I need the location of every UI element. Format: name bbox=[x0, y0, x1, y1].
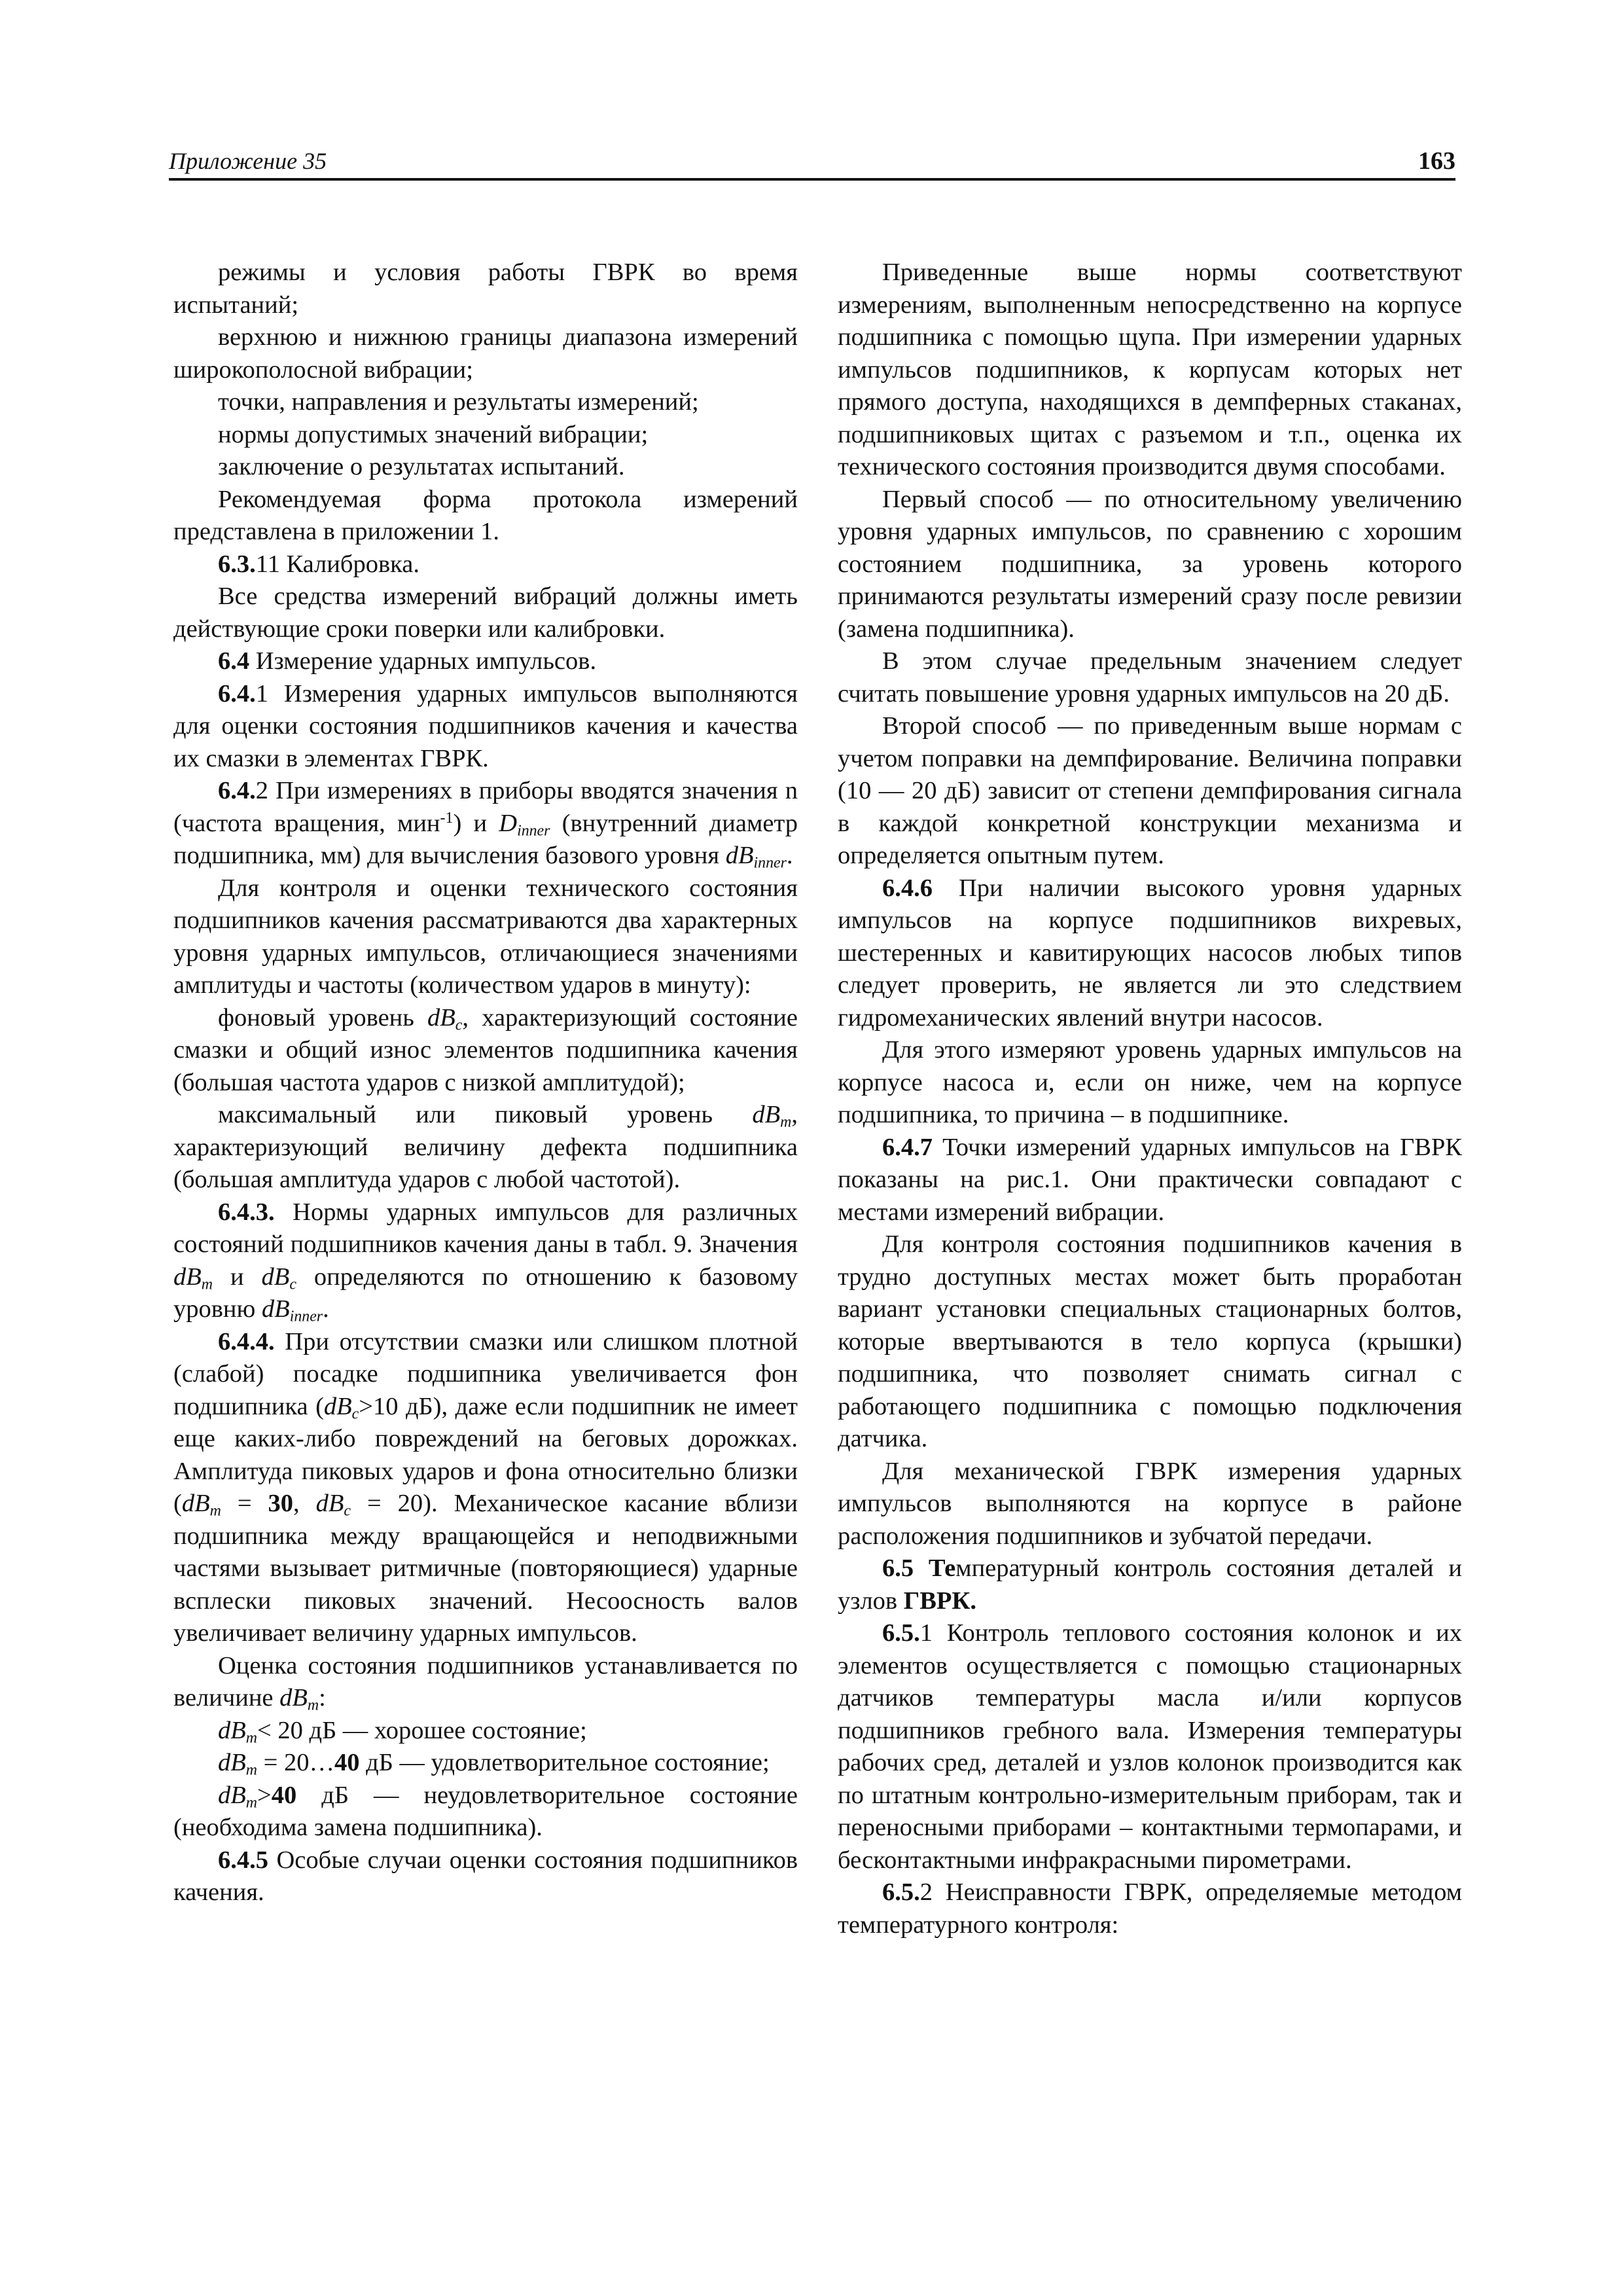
paragraph: Оценка состояния подшипников устанавливается по величине $dB_m$: bbox=[173, 1651, 798, 1714]
section-number: 6.4.7 bbox=[882, 1133, 933, 1161]
paragraph: Первый способ — по относительному увеличению уровня ударных импульсов, по сравнению с хорошим состоянием подшипника, за уровень которого принимаются результаты измерений сразу после ревизии (замена подшипника). bbox=[838, 485, 1462, 643]
section-number: 6.4.4. bbox=[218, 1327, 275, 1355]
section-heading: 6.5 Температурный контроль состояния деталей и узлов ГВРК. bbox=[838, 1554, 1462, 1615]
section-number: 6.4 bbox=[218, 647, 250, 675]
page-number: 163 bbox=[1418, 147, 1455, 175]
paragraph: заключение о результатах испытаний. bbox=[218, 453, 625, 480]
paragraph: 6.4.1 Измерения ударных импульсов выполняются для оценки состояния подшипников качения и качества их смазки в элементах ГВРК. bbox=[173, 679, 798, 772]
paragraph: $dB_m>40$ дБ — неудовлетворительное состояние (необходима замена подшипника). bbox=[173, 1781, 798, 1841]
paragraph: Приведенные выше нормы соответствуют измерениям, выполненным непосредственно на корпусе подшипника с помощью щупа. При измерении ударных импульсов подшипников, к корпусам которых нет прямого доступа, находящихся в демпферных стаканах, подшипниковых щитах с разъемом и т.п., оценка их технического состояния производится двумя способами. bbox=[838, 259, 1462, 480]
section-number: 6.4.6 bbox=[882, 874, 933, 902]
running-title: Приложение 35 bbox=[169, 148, 327, 174]
paragraph: фоновый уровень $dB_c$, характеризующий состояние смазки и общий износ элементов подшипника качения (большая частота ударов с низкой амплитудой); bbox=[173, 1003, 798, 1096]
right-column bbox=[838, 257, 1462, 1941]
section-number: 6.4.3. bbox=[218, 1198, 275, 1226]
paragraph: Для этого измеряют уровень ударных импульсов на корпусе насоса и, если он ниже, чем на корпусе подшипника, то причина – в подшипнике. bbox=[838, 1036, 1462, 1128]
paragraph: Для контроля и оценки технического состояния подшипников качения рассматриваются два характерных уровня ударных импульсов, отличающиеся значениями амплитуды и частоты (количеством ударов в минуту): bbox=[173, 874, 798, 999]
section-number: 6.4.5 bbox=[218, 1846, 268, 1874]
paragraph: 6.4.4. При отсутствии смазки или слишком плотной (слабой) посадке подшипника увеличивается фон подшипника ($dB_c>10$ дБ), даже если подшипник не имеет еще каких-либо повреждений на беговых дорожках. Амплитуда пиковых ударов и фона относительно близки ($dB_m = 30$, $dB_c = 20$). Механическое касание вблизи подшипника между вращающейся и неподвижными частями вызывает ритмичные (повторяющиеся) ударные всплески пиковых значений. Несоосность валов увеличивает величину ударных импульсов. bbox=[173, 1327, 798, 1647]
paragraph: верхнюю и нижнюю границы диапазона измерений широкополосной вибрации; bbox=[173, 323, 798, 384]
paragraph: $dB_m< 20$ дБ — хорошее состояние; bbox=[218, 1716, 587, 1747]
paragraph: Для контроля состояния подшипников качения в трудно доступных местах может быть проработан вариант установки специальных стационарных болтов, которые ввертываются в тело корпуса (крышки) подшипника, что позволяет снимать сигнал с работающего подшипника с помощью подключения датчика. bbox=[838, 1230, 1462, 1452]
section-number: 6.5 Те bbox=[882, 1554, 956, 1582]
paragraph: Все средства измерений вибраций должны иметь действующие сроки поверки или калибровки. bbox=[173, 583, 798, 643]
paragraph: В этом случае предельным значением следует считать повышение уровня ударных импульсов на 20 дБ. bbox=[838, 647, 1462, 708]
section-number: 6.5. bbox=[882, 1619, 920, 1647]
paragraph: нормы допустимых значений вибрации; bbox=[218, 420, 649, 448]
paragraph: режимы и условия работы ГВРК во время испытаний; bbox=[173, 259, 798, 319]
section-number: 6.4. bbox=[218, 679, 256, 708]
paragraph: $dB_m$ = 20…40 дБ — удовлетворительное состояние; bbox=[218, 1749, 770, 1779]
paragraph: 6.5.2 Неисправности ГВРК, определяемые методом температурного контроля: bbox=[838, 1878, 1462, 1939]
section-heading: 6.3.11 Калибровка. bbox=[218, 550, 419, 578]
paragraph: максимальный или пиковый уровень $dB_m$, характеризующий величину дефекта подшипника (большая амплитуда ударов с любой частотой). bbox=[173, 1101, 798, 1193]
paragraph: Для механической ГВРК измерения ударных импульсов выполняются на корпусе в районе расположения подшипников и зубчатой передачи. bbox=[838, 1457, 1462, 1550]
paragraph: 6.4.6 При наличии высокого уровня ударных импульсов на корпусе подшипников вихревых, шестеренных и кавитирующих насосов любых типов следует проверить, не является ли это следствием гидромеханических явлений внутри насосов. bbox=[838, 874, 1462, 1031]
paragraph: 6.4.3. Нормы ударных импульсов для различных состояний подшипников качения даны в табл. 9. Значения $dB_m$ и $dB_c$ определяются по отношению к базовому уровню $dB_{inner}$. bbox=[173, 1198, 798, 1325]
paragraph: 6.4.7 Точки измерений ударных импульсов на ГВРК показаны на рис.1. Они практически совпадают с местами измерений вибрации. bbox=[838, 1133, 1462, 1226]
paragraph: Второй способ — по приведенным выше нормам с учетом поправки на демпфирование. Величина поправки (10 — 20 дБ) зависит от степени демпфирования сигнала в каждой конкретной конструкции механизма и определяется опытным путем. bbox=[838, 712, 1462, 869]
header-rule bbox=[169, 178, 1455, 181]
section-number: 6.5. bbox=[882, 1878, 920, 1906]
paragraph: 6.4.5 Особые случаи оценки состояния подшипников качения. bbox=[173, 1846, 798, 1906]
section-number: 6.4. bbox=[218, 777, 256, 804]
left-column bbox=[173, 257, 798, 1909]
paragraph: 6.5.1 Контроль теплового состояния колонок и их элементов осуществляется с помощью стационарных датчиков температуры масла и/или корпусов подшипников гребного вала. Измерения температуры рабочих сред, деталей и узлов колонок производится как по штатным контрольно-измерительным приборам, так и переносными приборами – контактными термопарами, и бесконтактными инфракрасными пирометрами. bbox=[838, 1619, 1462, 1874]
section-heading: 6.4 Измерение ударных импульсов. bbox=[218, 647, 597, 675]
paragraph: Рекомендуемая форма протокола измерений представлена в приложении 1. bbox=[173, 485, 798, 545]
paragraph: точки, направления и результаты измерений; bbox=[218, 388, 699, 416]
section-number: 6.3. bbox=[218, 550, 256, 578]
paragraph: 6.4.2 При измерениях в приборы вводятся значения n (частота вращения, мин$^{-1}$) и $D_{inner}$ (внутренний диаметр подшипника, мм) для вычисления базового уровня $dB_{inner}$. bbox=[173, 777, 798, 872]
